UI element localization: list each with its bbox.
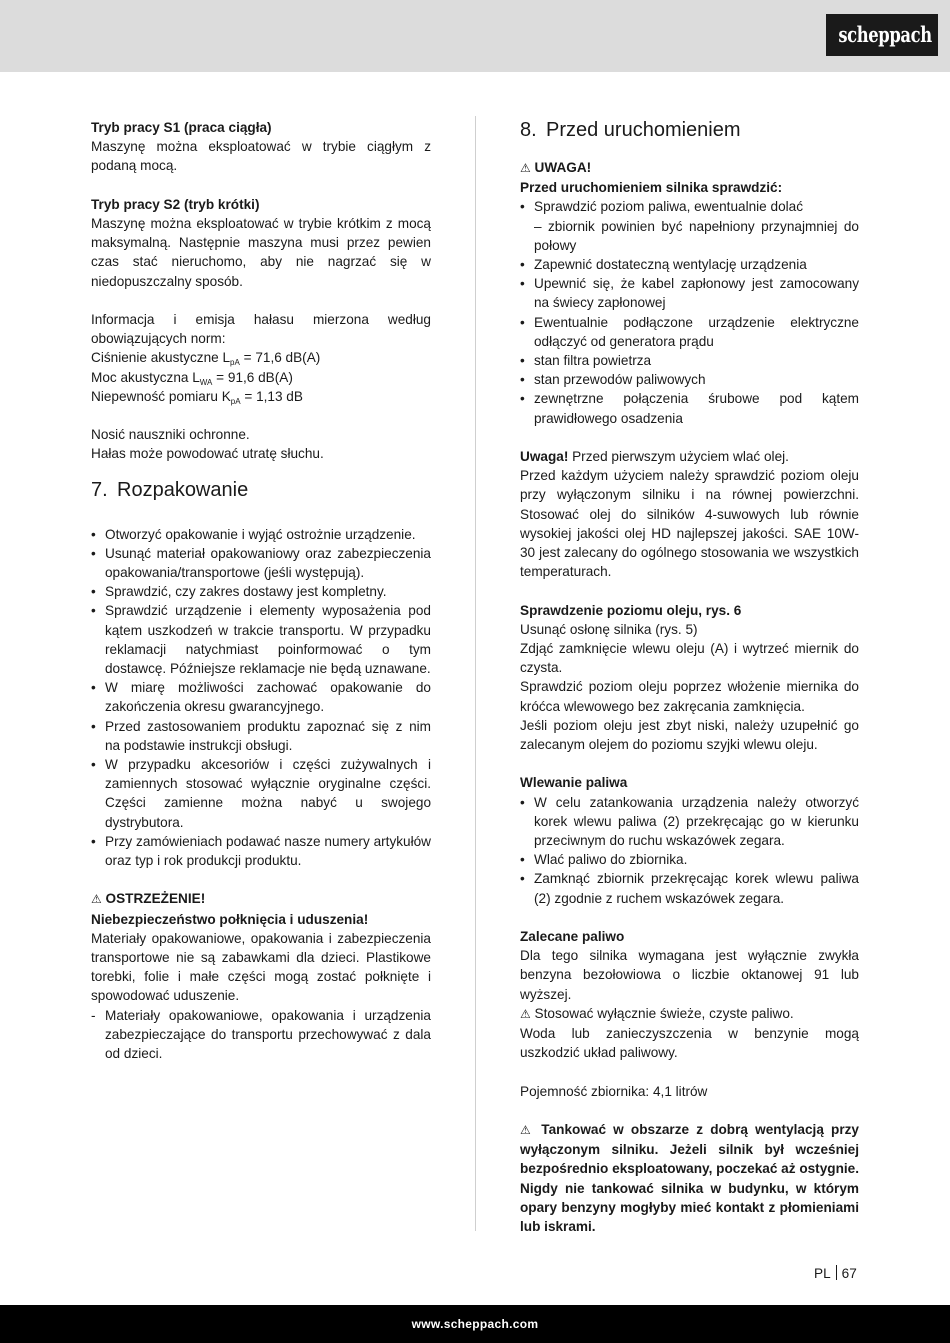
warning-triangle-icon: ⚠ bbox=[520, 1123, 535, 1138]
s1-title: Tryb pracy S1 (praca ciągła) bbox=[91, 120, 272, 135]
refuel-warning: ⚠ Tankować w obszarze z dobrą wentylacją przy wyłączonym silniku. Jeżeli silnik był wcześniej bezpośrednio eksploatowany, poczekać aż ostygnie. Nigdy nie tankować silnika w budynku, w którym opary benzyny mogłyby mieć kontakt z płomieniami lub iskrami. bbox=[520, 1122, 859, 1235]
contamination-text: Woda lub zanieczyszczenia w benzynie mogą uszkodzić układ paliwowy. bbox=[520, 1026, 859, 1061]
fresh-fuel-warning: ⚠ Stosować wyłącznie świeże, czyste paliwo. bbox=[520, 1005, 794, 1021]
list-item: - Materiały opakowaniowe, opakowania i urządzenia zabezpieczające do transportu przechowywać z dala od dzieci. bbox=[91, 1006, 431, 1064]
list-item: – zbiornik powinien być napełniony przynajmniej do połowy bbox=[534, 218, 859, 253]
tank-capacity: Pojemność zbiornika: 4,1 litrów bbox=[520, 1083, 708, 1099]
noise-power: Moc akustyczna $L_{WA} = 91,6$ dB(A) bbox=[91, 369, 293, 387]
warning-dash-list bbox=[91, 1006, 431, 1064]
list-item: • W przypadku akcesoriów i części zużywalnych i zamiennych stosować wyłącznie oryginalne części. Części zamienne można nabyć u swojego dystrybutora. bbox=[91, 755, 431, 832]
section-7-heading: 7. Rozpakowanie bbox=[91, 478, 249, 501]
page-footer bbox=[0, 1305, 950, 1343]
list-item: • Sprawdzić urządzenie i elementy wyposażenia pod kątem uszkodzeń w trakcie transportu. W przypadku reklamacji natychmiast poinformować o tym dostawcę. Późniejsze reklamacje nie będą uznawane. bbox=[91, 601, 431, 678]
list-item: • Sprawdzić, czy zakres dostawy jest kompletny. bbox=[91, 582, 431, 601]
attention-title: ⚠ UWAGA! bbox=[520, 160, 592, 175]
list-item: • W celu zatankowania urządzenia należy otworzyć korek wlewu paliwa (2) przekręcając go w kierunku przeciwnym do ruchu wskazówek zegara. bbox=[520, 793, 859, 851]
noise-pressure: Ciśnienie akustyczne $L_{pA} = 71,6$ dB(A) bbox=[91, 350, 321, 368]
warning-text: Materiały opakowaniowe, opakowania i zabezpieczenia transportowe nie są zabawkami dla dzieci. Plastikowe torebki, folie i małe części mogą zostać połknięte i spowodować uduszenie. bbox=[91, 930, 431, 1004]
warning-title: ⚠ OSTRZEŻENIE! bbox=[91, 891, 206, 907]
ear-protection: Nosić nauszniki ochronne. bbox=[91, 427, 250, 443]
fuel-title: Wlewanie paliwa bbox=[520, 775, 628, 791]
logo-text: scheppach bbox=[838, 22, 932, 47]
noise-uncertainty: Niepewność pomiaru $K_{pA} = 1,13$ dB bbox=[91, 388, 303, 406]
section-8-heading: 8. Przed uruchomieniem bbox=[520, 119, 741, 141]
warning-subtitle: Niebezpieczeństwo połknięcia i uduszenia! bbox=[91, 911, 369, 927]
list-item: • Przy zamówieniach podawać nasze numery artykułów oraz typ i rok produkcji produktu. bbox=[91, 832, 431, 870]
noise-intro: Informacja i emisja hałasu mierzona według obowiązujących norm: bbox=[91, 312, 431, 347]
oil-text: Przed każdym użyciem należy sprawdzić poziom oleju przy wyłączonym silniku i na równej powierzchni. Stosować olej do silników 4-suwowych lub równie wysokiej jakości olej HD najlepszej jakości. SAE 10W-30 jest zalecany do ogólnego stosowania we wszystkich temperaturach. bbox=[520, 468, 859, 580]
list-item: • Otworzyć opakowanie i wyjąć ostrożnie urządzenie. bbox=[91, 525, 431, 544]
oil-check-title: Sprawdzenie poziomu oleju, rys. 6 bbox=[520, 602, 742, 618]
right-column bbox=[520, 118, 859, 1236]
list-item: • Ewentualnie podłączone urządzenie elektryczne odłączyć od generatora prądu bbox=[520, 313, 859, 351]
hearing-loss: Hałas może powodować utratę słuchu. bbox=[91, 446, 324, 462]
oil-check-line: Usunąć osłonę silnika (rys. 5) bbox=[520, 621, 698, 637]
list-item: • Usunąć materiał opakowaniowy oraz zabezpieczenia opakowania/transportowe (jeśli występują). bbox=[91, 544, 431, 582]
scheppach-logo bbox=[826, 14, 938, 56]
list-item: • zewnętrzne połączenia śrubowe pod kątem prawidłowego osadzenia bbox=[520, 389, 859, 427]
website-url: www.scheppach.com bbox=[411, 1317, 539, 1331]
recommended-fuel-title: Zalecane paliwo bbox=[520, 929, 625, 945]
list-item: • Zapewnić dostateczną wentylację urządzenia bbox=[520, 255, 859, 274]
unpack-list bbox=[91, 525, 431, 871]
oil-first-use: Uwaga! Przed pierwszym użyciem wlać olej. bbox=[520, 449, 789, 465]
fuel-list bbox=[520, 793, 859, 908]
s2-title: Tryb pracy S2 (tryb krótki) bbox=[91, 196, 260, 212]
warning-triangle-icon: ⚠ bbox=[520, 161, 531, 175]
list-item: • Zamknąć zbiornik przekręcając korek wlewu paliwa (2) zgodnie z ruchem wskazówek zegara. bbox=[520, 869, 859, 907]
recommended-fuel-text: Dla tego silnika wymagana jest wyłącznie zwykła benzyna bezołowiowa o liczbie oktanowej 91 lub wyższej. bbox=[520, 948, 859, 1002]
warning-triangle-icon: ⚠ bbox=[91, 892, 102, 907]
list-item: • Przed zastosowaniem produktu zapoznać się z nim na podstawie instrukcji obsługi. bbox=[91, 717, 431, 755]
left-column bbox=[91, 118, 431, 1063]
warning-triangle-icon: ⚠ bbox=[520, 1006, 531, 1021]
page-header bbox=[0, 0, 950, 72]
s2-text: Maszynę można eksploatować w trybie krótkim z mocą maksymalną. Następnie maszyna musi przez pewien czas stać nieruchomo, aby nie nagrzać się w niedopuszczalny sposób. bbox=[91, 216, 431, 289]
list-item: • Sprawdzić poziom paliwa, ewentualnie dolać bbox=[520, 197, 859, 216]
list-item: • stan przewodów paliwowych bbox=[520, 370, 859, 389]
page-number: PL 67 bbox=[814, 1266, 857, 1281]
s1-text: Maszynę można eksploatować w trybie ciągłym z podaną mocą. bbox=[91, 139, 431, 174]
list-item: • W miarę możliwości zachować opakowanie do zakończenia okresu gwarancyjnego. bbox=[91, 678, 431, 716]
list-item: • Wlać paliwo do zbiornika. bbox=[520, 850, 859, 869]
column-divider bbox=[475, 116, 476, 1231]
oil-check-line: Sprawdzić poziom oleju poprzez włożenie miernika do króćca wlewowego bez zakręcania zamknięcia. bbox=[520, 679, 859, 714]
check-list bbox=[520, 197, 859, 427]
list-item: • Upewnić się, że kabel zapłonowy jest zamocowany na świecy zapłonowej bbox=[520, 274, 859, 312]
oil-check-line: Zdjąć zamknięcie wlewu oleju (A) i wytrzeć miernik do czysta. bbox=[520, 641, 859, 676]
list-item: • stan filtra powietrza bbox=[520, 351, 859, 370]
oil-check-line: Jeśli poziom oleju jest zbyt niski, należy uzupełnić go zalecanym olejem do poziomu szyjki wlewu oleju. bbox=[520, 717, 859, 753]
attention-subtitle: Przed uruchomieniem silnika sprawdzić: bbox=[520, 180, 783, 196]
